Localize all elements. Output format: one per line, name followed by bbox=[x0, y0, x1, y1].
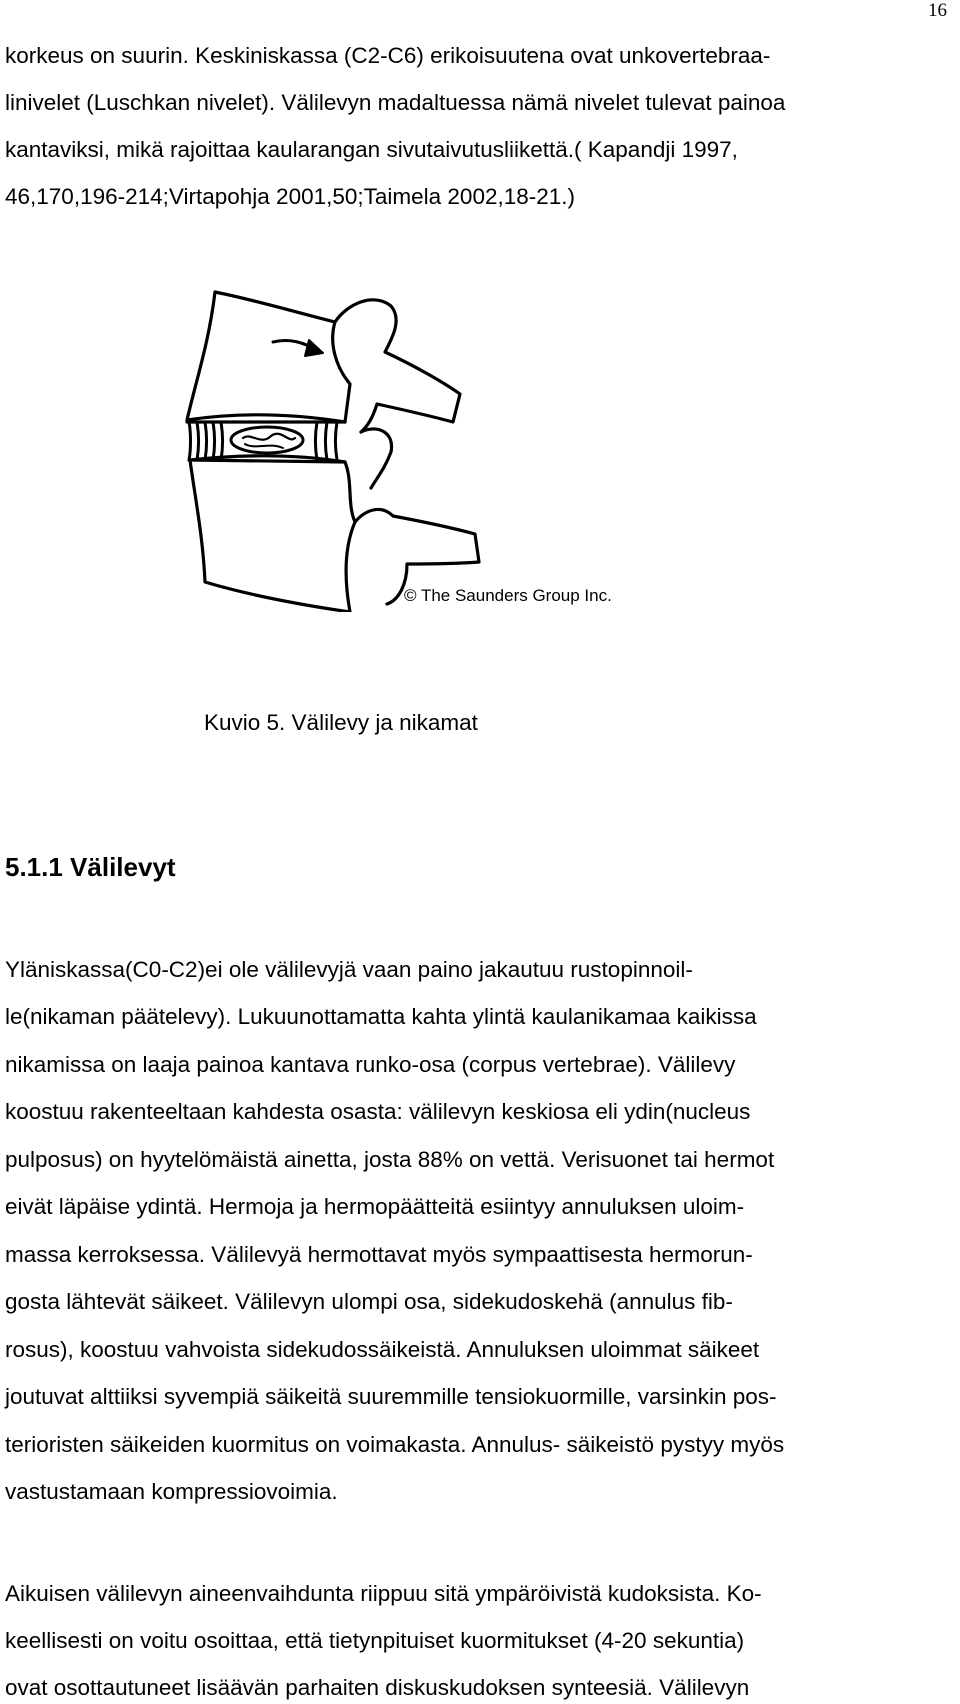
text-line: joutuvat alttiiksi syvempiä säikeitä suuremmille tensiokuormille, varsinkin pos- bbox=[5, 1384, 777, 1409]
text-line: gosta lähtevät säikeet. Välilevyn ulompi osa, sidekudoskehä (annulus fib- bbox=[5, 1289, 733, 1314]
text-line: Aikuisen välilevyn aineenvaihdunta riippuu sitä ympäröivistä kudoksista. Ko- bbox=[5, 1581, 762, 1606]
text-line: le(nikaman päätelevy). Lukuunottamatta kahta ylintä kaulanikamaa kaikissa bbox=[5, 1004, 757, 1029]
figure-caption: Kuvio 5. Välilevy ja nikamat bbox=[204, 710, 478, 735]
text-line: linivelet (Luschkan nivelet). Välilevyn madaltuessa nämä nivelet tulevat painoa bbox=[5, 90, 786, 115]
page-number: 16 bbox=[928, 0, 947, 21]
text-line: nikamissa on laaja painoa kantava runko-osa (corpus vertebrae). Välilevy bbox=[5, 1052, 736, 1077]
text-line: ovat osottautuneet lisäävän parhaiten diskuskudoksen synteesiä. Välilevyn bbox=[5, 1675, 750, 1700]
text-line: Yläniskassa(C0-C2)ei ole välilevyjä vaan paino jakautuu rustopinnoil- bbox=[5, 957, 693, 982]
text-line: eivät läpäise ydintä. Hermoja ja hermopäätteitä esiintyy annuluksen uloim- bbox=[5, 1194, 745, 1219]
text-line: vastustamaan kompressiovoimia. bbox=[5, 1479, 338, 1504]
text-line: pulposus) on hyytelömäistä ainetta, josta 88% on vettä. Verisuonet tai hermot bbox=[5, 1147, 775, 1172]
section-heading: 5.1.1 Välilevyt bbox=[5, 852, 176, 882]
text-line: 46,170,196-214;Virtapohja 2001,50;Taimela 2002,18-21.) bbox=[5, 184, 576, 209]
text-line: keellisesti on voitu osoittaa, että tietynpituiset kuormitukset (4-20 sekuntia) bbox=[5, 1628, 745, 1653]
text-line: kantaviksi, mikä rajoittaa kaularangan sivutaivutusliikettä.( Kapandji 1997, bbox=[5, 137, 738, 162]
text-line: korkeus on suurin. Keskiniskassa (C2-C6) erikoisuutena ovat unkovertebraa- bbox=[5, 43, 771, 68]
text-line: koostuu rakenteeltaan kahdesta osasta: välilevyn keskiosa eli ydin(nucleus bbox=[5, 1099, 751, 1124]
text-line: rosus), koostuu vahvoista sidekudossäikeistä. Annuluksen uloimmat säikeet bbox=[5, 1337, 760, 1362]
figure-copyright: © The Saunders Group Inc. bbox=[404, 586, 612, 605]
vertebrae-disc-illustration bbox=[185, 282, 615, 612]
text-line: terioristen säikeiden kuormitus on voimakasta. Annulus- säikeistö pystyy myös bbox=[5, 1432, 785, 1457]
text-line: massa kerroksessa. Välilevyä hermottavat myös sympaattisesta hermorun- bbox=[5, 1242, 753, 1267]
